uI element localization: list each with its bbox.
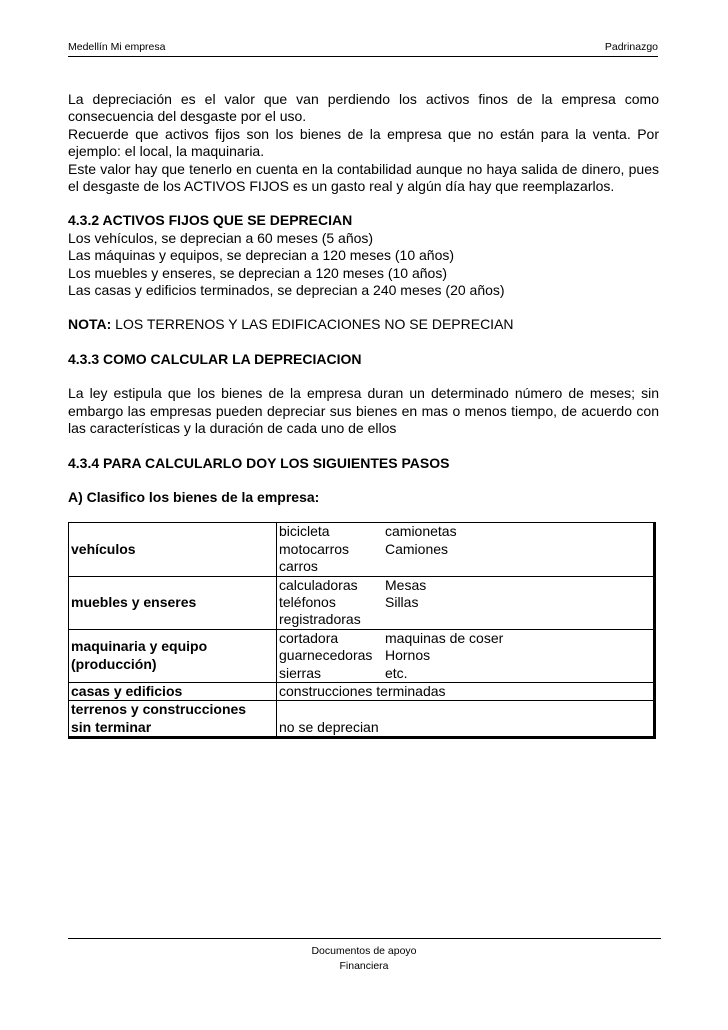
nota-paragraph (68, 316, 659, 333)
intro-paragraph-2: Recuerde que activos fijos son los bienes de la empresa que no están para la venta. Por ejemplo: el local, la maquinaria. (68, 125, 659, 160)
category-cell: casas y edificios (69, 682, 277, 700)
table-row (69, 576, 655, 629)
footer-line-1: Documentos de apoyo (311, 945, 417, 957)
section-434-title: 4.3.4 PARA CALCULARLO DOY LOS SIGUIENTES PASOS (68, 454, 450, 471)
table-row (69, 682, 655, 700)
category-line: terrenos y construcciones (71, 701, 247, 718)
item (385, 558, 651, 575)
section-432-line-2: Las máquinas y equipos, se deprecian a 120 meses (10 años) (68, 247, 455, 264)
nota-label: NOTA: (68, 316, 112, 333)
category-cell: muebles y enseres (69, 576, 277, 629)
item: cortadora (279, 629, 339, 646)
step-a-text: A) Clasifico los bienes de la empresa: (68, 488, 320, 505)
category-line: (producción) (71, 655, 157, 672)
section-432-line-4: Las casas y edificios terminados, se deprecian a 240 meses (20 años) (68, 282, 505, 299)
item: motocarros (279, 540, 350, 557)
item: bicicleta (279, 523, 330, 540)
items-cell: no se deprecian (277, 701, 655, 738)
category-cell: vehículos (69, 523, 277, 576)
page-footer (0, 944, 728, 974)
nota-text: LOS TERRENOS Y LAS EDIFICACIONES NO SE DEPRECIAN (111, 316, 514, 333)
section-432-line-3: Los muebles y enseres, se deprecian a 120 meses (10 años) (68, 264, 447, 281)
category-cell (69, 629, 277, 682)
item (385, 611, 651, 628)
section-433-title: 4.3.3 COMO CALCULAR LA DEPRECIACION (68, 350, 362, 367)
item: etc. (385, 664, 408, 681)
header-right: Padrinazgo (604, 41, 658, 53)
table-row (69, 629, 655, 682)
intro-paragraph-3: Este valor hay que tenerlo en cuenta en la contabilidad aunque no haya salida de dinero, pues el desgaste de los ACTIVOS FIJOS es un gasto real y algún día hay que reemplazarlos. (68, 160, 659, 195)
category-line: maquinaria y equipo (71, 638, 208, 655)
item: teléfonos (279, 593, 336, 610)
table-row (69, 523, 655, 576)
header-left: Medellín Mi empresa (68, 41, 166, 53)
item: Mesas (385, 576, 427, 593)
intro-paragraph-1: La depreciación es el valor que van perdiendo los activos finos de la empresa como consecuencia del desgaste por el uso. (68, 91, 659, 125)
category-line: sin terminar (71, 718, 152, 735)
table-row (69, 701, 655, 738)
category-cell (69, 701, 277, 738)
page-header (68, 40, 658, 57)
items-cell: construcciones terminadas (277, 682, 655, 700)
item: camionetas (385, 523, 457, 540)
item: guarnecedoras (279, 647, 373, 664)
document-body (68, 91, 659, 739)
asset-classification-table (68, 522, 656, 739)
item: Hornos (385, 647, 431, 664)
footer-line-2: Financiera (339, 960, 389, 972)
item: registradoras (279, 611, 361, 628)
items-cell (277, 523, 655, 576)
item: carros (279, 558, 318, 575)
item: calculadoras (279, 576, 358, 593)
item: sierras (279, 664, 322, 681)
item: maquinas de coser (385, 629, 504, 646)
footer-divider (68, 938, 661, 939)
item: Camiones (385, 540, 449, 557)
item: Sillas (385, 593, 419, 610)
items-cell (277, 629, 655, 682)
section-433-text: La ley estipula que los bienes de la empresa duran un determinado número de meses; sin embargo las empresas pueden depreciar sus bienes en mas o menos tiempo, de acuerdo con las características y la duración de cada uno de ellos (68, 385, 659, 437)
items-cell (277, 576, 655, 629)
section-432-line-1: Los vehículos, se deprecian a 60 meses (5 años) (68, 229, 374, 246)
section-432-title: 4.3.2 ACTIVOS FIJOS QUE SE DEPRECIAN (68, 212, 353, 229)
